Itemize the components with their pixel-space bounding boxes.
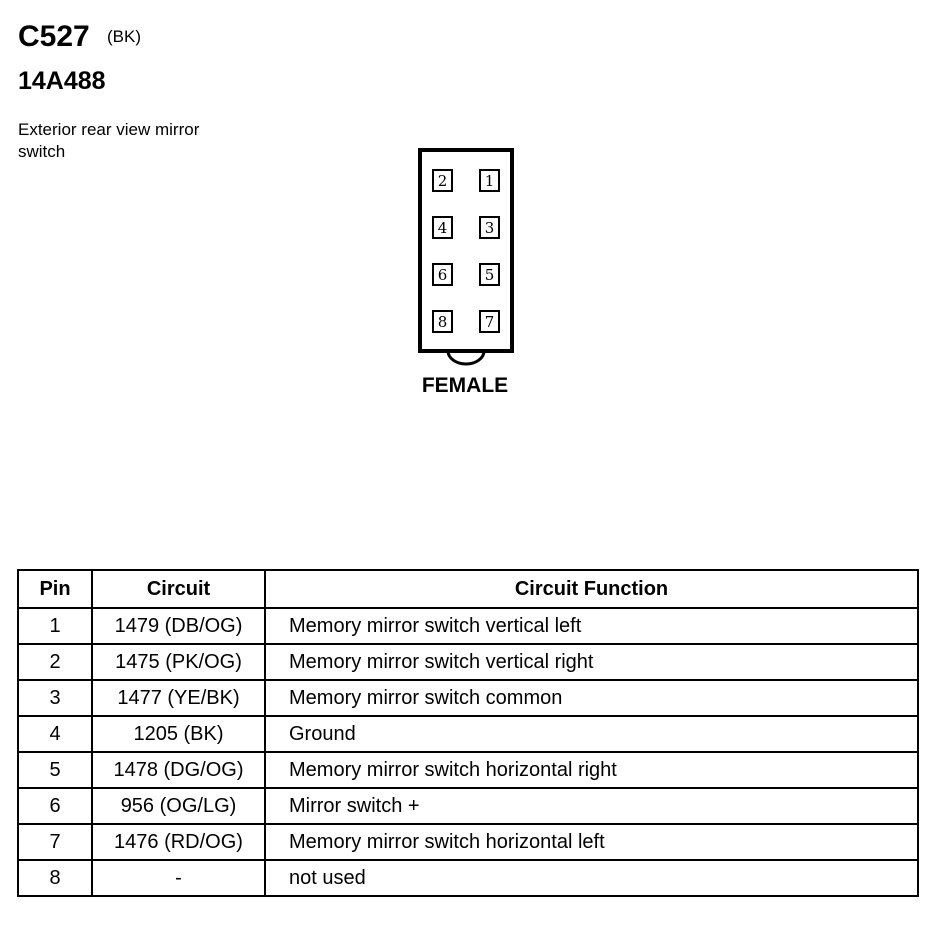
pin-label: 4 [437,219,448,237]
circuit-cell: - [92,860,265,896]
pin-cavity [480,311,499,332]
pin-cell: 6 [18,788,92,824]
table-row [18,716,918,752]
table-row [18,824,918,860]
pin-cavity [433,170,452,191]
column-header-pin: Pin [18,570,92,608]
function-cell: not used [265,860,918,896]
connector-face-diagram [410,140,522,372]
function-cell: Memory mirror switch horizontal right [265,752,918,788]
pin-cavity [480,170,499,191]
column-header-circuit: Circuit [92,570,265,608]
circuit-cell: 1479 (DB/OG) [92,608,265,644]
table-row [18,860,918,896]
pin-cavity [480,264,499,285]
function-cell: Memory mirror switch vertical right [265,644,918,680]
table-row [18,680,918,716]
connector-id: C527 [18,20,90,53]
pin-cell: 8 [18,860,92,896]
pin-cavity [433,217,452,238]
connector-color: (BK) [107,27,141,46]
circuit-cell: 956 (OG/LG) [92,788,265,824]
pin-cavity [433,264,452,285]
pin-label: 8 [437,313,448,331]
pin-cavity [480,217,499,238]
pinout-table [17,569,919,897]
pin-label: 2 [437,172,448,190]
function-cell: Memory mirror switch vertical left [265,608,918,644]
part-number: 14A488 [18,67,106,95]
pin-label: 5 [484,266,495,284]
connector-description: Exterior rear view mirror switch [18,120,200,161]
circuit-cell: 1477 (YE/BK) [92,680,265,716]
pin-label: 3 [484,219,495,237]
table-row [18,608,918,644]
function-cell: Ground [265,716,918,752]
pin-cavity [433,311,452,332]
circuit-cell: 1478 (DG/OG) [92,752,265,788]
circuit-cell: 1476 (RD/OG) [92,824,265,860]
table-row [18,644,918,680]
pin-cell: 1 [18,608,92,644]
connector-gender-label: FEMALE [421,374,509,397]
circuit-cell: 1205 (BK) [92,716,265,752]
pin-cell: 5 [18,752,92,788]
pin-cell: 4 [18,716,92,752]
pin-label: 6 [437,266,448,284]
function-cell: Mirror switch + [265,788,918,824]
pin-label: 7 [484,313,495,331]
pin-label: 1 [484,172,495,190]
pin-cell: 3 [18,680,92,716]
table-row [18,752,918,788]
function-cell: Memory mirror switch horizontal left [265,824,918,860]
circuit-cell: 1475 (PK/OG) [92,644,265,680]
table-row [18,788,918,824]
table-header-row [18,570,918,608]
pin-cell: 2 [18,644,92,680]
column-header-function: Circuit Function [265,570,918,608]
function-cell: Memory mirror switch common [265,680,918,716]
pin-cell: 7 [18,824,92,860]
